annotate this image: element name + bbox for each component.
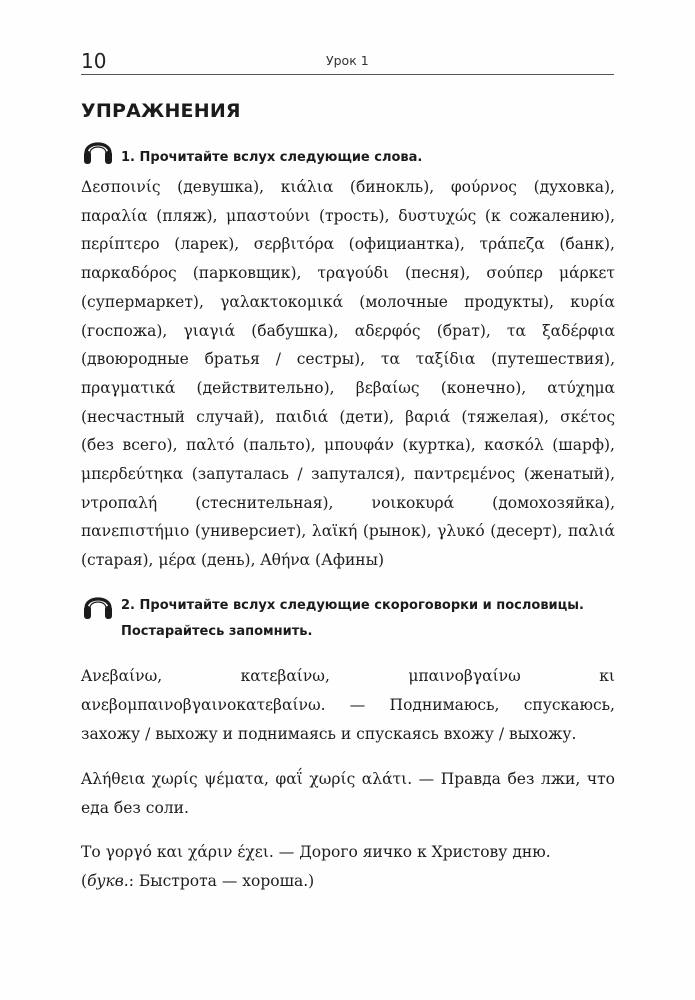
exercise-2-instruction-line-2: Постарайтесь запомнить. xyxy=(121,624,313,639)
headphones-icon xyxy=(81,133,115,167)
page-number: 10 xyxy=(81,49,107,73)
exercise-1-word-list: Δεσποινίς (девушка), κιάλια (бинокль), φούρνος (духовка), παραλία (пляж), μπαστούνι (трость), δυστυχώς (к сожалению), περίπτερο (ларек), σερβιτόρα (официантка), τράπεζα (банк), παρκαδόρος (парковщик), τραγούδι (песня), σούπερ μάρκετ (супермаркет), γαλακτοκομικά (молочные продукты), κυρία (госпожа), γιαγιά (бабушка), αδερφός (брат), τα ξαδέρφια (двоюродные братья / сестры), τα ταξίδια (путешествия), πραγματικά (действительно), βεβαίως (конечно), ατύχημα (несчастный случай), παιδιά (дети), βαριά (тяжелая), σκέτος (без всего), παλτό (пальто), μπουφάν (куртка), κασκόλ (шарф), μπερδεύτηκα (запуталась / запутался), παντρεμένος (женатый), ντροπαλή (стеснительная), νοικοκυρά (домохозяйка), πανεπιστήμιο (универсиет), λαϊκή (рынок), γλυκό (десерт), παλιά (старая), μέρα (день), Αθήνα (Афины) xyxy=(81,178,615,570)
exercise-1-instruction: 1. Прочитайте вслух следующие слова. xyxy=(121,150,423,165)
exercise-2-instruction-line-1: 2. Прочитайте вслух следующие скороговорки и пословицы. xyxy=(121,598,584,613)
exercise-2-header xyxy=(81,588,615,644)
note-text: : Быстрота — хороша.) xyxy=(128,872,315,890)
note-open-paren: ( xyxy=(81,872,88,890)
page-header xyxy=(81,47,614,77)
section-heading: УПРАЖНЕНИЯ xyxy=(81,100,241,122)
tongue-twister: Ανεβαίνω, κατεβαίνω, μπαινοβγαίνω κι ανεβομπαινοβγαινοκατεβαίνω. — Поднимаюсь, спускаюсь, захожу / выхожу и поднимаясь и спускаясь вхожу / выхожу. xyxy=(81,667,615,743)
exercise-1-header xyxy=(81,133,615,173)
proverb-2-note xyxy=(81,867,615,896)
header-rule xyxy=(81,74,614,75)
running-title: Урок 1 xyxy=(326,53,369,68)
proverb-2 xyxy=(81,838,615,896)
proverb-2-text: Το γοργό και χάριν έχει. — Дорого яичко к Христову дню. xyxy=(81,843,551,861)
headphones-icon xyxy=(81,588,115,622)
exercise-2-instruction xyxy=(121,593,584,645)
proverb-1: Αλήθεια χωρίς ψέματα, φαΐ χωρίς αλάτι. — Правда без лжи, что еда без соли. xyxy=(81,770,615,817)
note-abbreviation: букв. xyxy=(87,872,129,890)
